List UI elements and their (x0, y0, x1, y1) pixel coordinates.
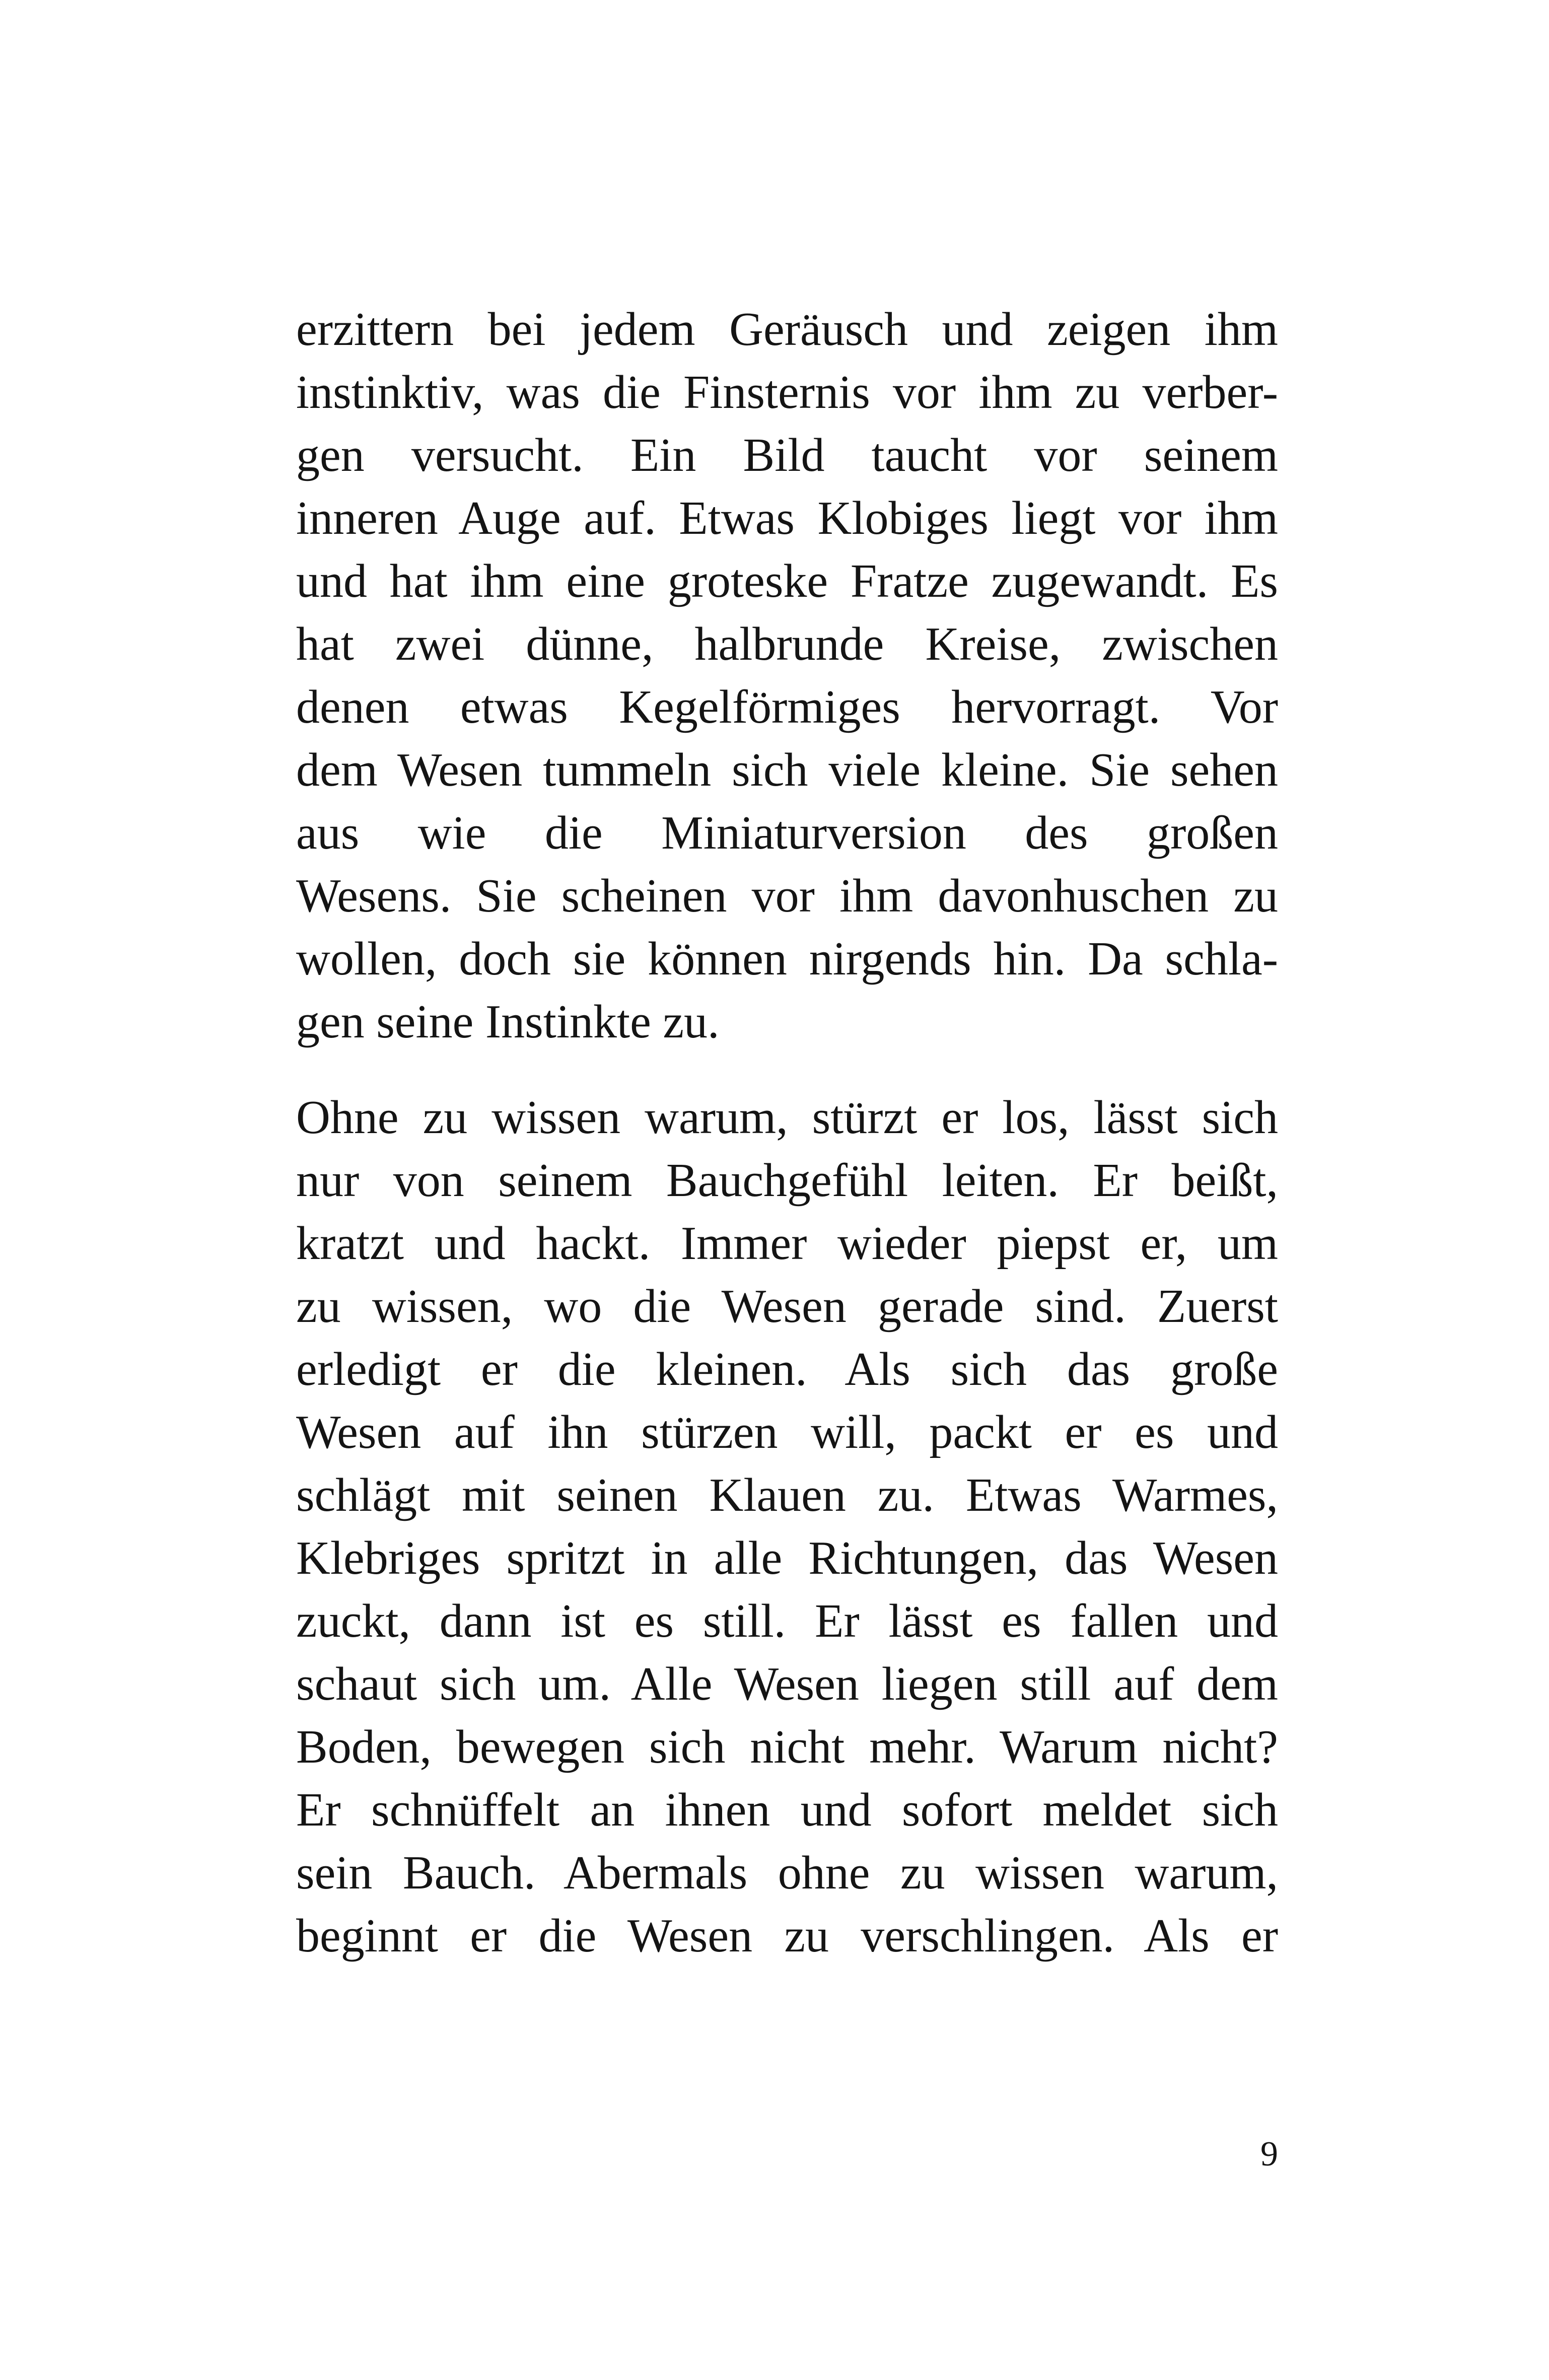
text-line: Ohne zu wissen warum, stürzt er los, lässt sich (296, 1091, 1278, 1144)
paragraph-2 (296, 1086, 1278, 1968)
text-line: gen seine Instinkte zu. (296, 996, 720, 1048)
text-line: inneren Auge auf. Etwas Klobiges liegt vor ihm (296, 492, 1278, 544)
text-line: sein Bauch. Abermals ohne zu wissen warum, (296, 1847, 1278, 1899)
body-text (296, 298, 1278, 1968)
text-line: denen etwas Kegelförmiges hervorragt. Vor (296, 681, 1278, 733)
text-line: dem Wesen tummeln sich viele kleine. Sie sehen (296, 744, 1278, 796)
text-line: und hat ihm eine groteske Fratze zugewandt. Es (296, 555, 1278, 607)
text-line: Er schnüffelt an ihnen und sofort meldet sich (296, 1784, 1278, 1836)
text-line: beginnt er die Wesen zu verschlingen. Als er (296, 1910, 1278, 1962)
text-line: nur von seinem Bauchgefühl leiten. Er beißt, (296, 1154, 1278, 1207)
page-number: 9 (1260, 2135, 1278, 2174)
text-line: schlägt mit seinen Klauen zu. Etwas Warmes, (296, 1469, 1278, 1521)
text-line: Klebriges spritzt in alle Richtungen, das Wesen (296, 1532, 1278, 1584)
text-line: gen versucht. Ein Bild taucht vor seinem (296, 429, 1278, 481)
text-line: hat zwei dünne, halbrunde Kreise, zwischen (296, 618, 1278, 670)
text-line: wollen, doch sie können nirgends hin. Da schla- (296, 933, 1278, 985)
paragraph-1 (296, 298, 1278, 1054)
text-line: instinktiv, was die Finsternis vor ihm zu verber- (296, 366, 1278, 418)
paragraph-spacer (296, 1054, 1278, 1086)
text-line: schaut sich um. Alle Wesen liegen still auf dem (296, 1658, 1278, 1710)
text-line: aus wie die Miniaturversion des großen (296, 807, 1278, 859)
text-line: Boden, bewegen sich nicht mehr. Warum nicht? (296, 1721, 1278, 1773)
text-line: erzittern bei jedem Geräusch und zeigen ihm (296, 303, 1278, 356)
text-line: zuckt, dann ist es still. Er lässt es fallen und (296, 1595, 1278, 1647)
text-line: Wesen auf ihn stürzen will, packt er es und (296, 1406, 1278, 1458)
text-line: Wesens. Sie scheinen vor ihm davonhuschen zu (296, 870, 1278, 922)
text-line: erledigt er die kleinen. Als sich das große (296, 1343, 1278, 1395)
text-line: zu wissen, wo die Wesen gerade sind. Zuerst (296, 1280, 1278, 1333)
text-line: kratzt und hackt. Immer wieder piepst er, um (296, 1217, 1278, 1270)
